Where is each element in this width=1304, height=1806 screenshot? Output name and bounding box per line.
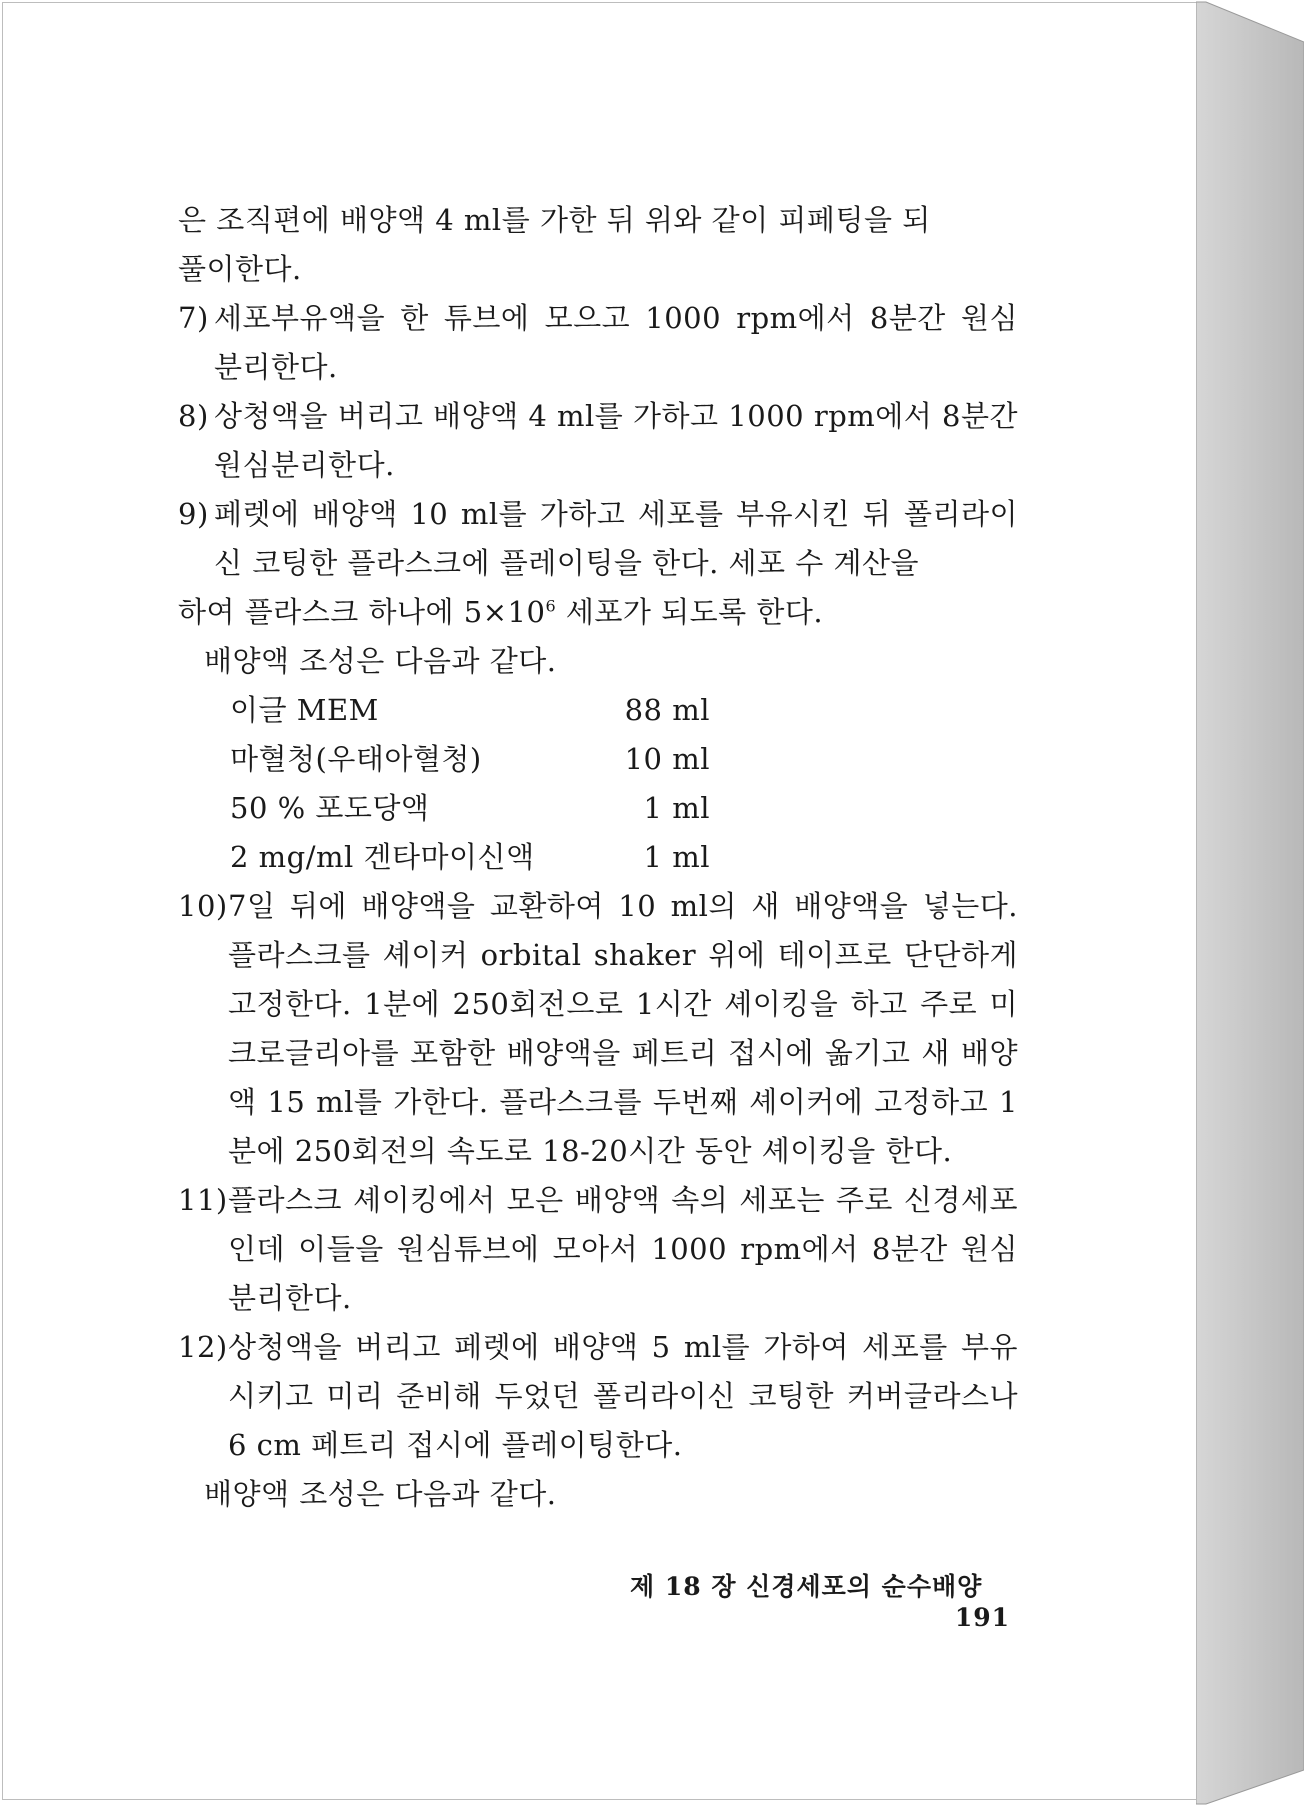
medium-note: 배양액 조성은 다음과 같다.: [204, 1477, 557, 1511]
step-12: [178, 1323, 1018, 1470]
step-number: 11): [178, 1183, 228, 1217]
book-spine: [1196, 0, 1304, 1806]
ingredient-amount: 10 ml: [624, 742, 710, 776]
step-9: [178, 490, 1018, 588]
intro-line-1: 은 조직편에 배양액 4 ml를 가한 뒤 위와 같이 피페팅을 되: [178, 203, 931, 237]
step-text: 상청액을 버리고 배양액 4 ml를 가하고 1000 rpm에서 8분간 원심분리한다.: [214, 399, 1018, 482]
step-10: [178, 882, 1018, 1176]
step-text: 상청액을 버리고 페렛에 배양액 5 ml를 가하여 세포를 부유시키고 미리 준비해 두었던 폴리라이신 코팅한 커버글라스나 6 cm 페트리 접시에 플레이팅한다.: [228, 1330, 1018, 1462]
ingredient-name: 마혈청(우태아혈청): [230, 742, 482, 776]
exponent: 6: [545, 596, 557, 616]
step-8: [178, 392, 1018, 490]
step-text-c: 세포가 되도록 한다.: [556, 595, 824, 629]
step-7: [178, 294, 1018, 392]
step-text: 세포부유액을 한 튜브에 모으고 1000 rpm에서 8분간 원심 분리한다.: [214, 301, 1018, 384]
step-text-b: 하여 플라스크 하나에 5×10: [178, 595, 546, 629]
ingredient-amount: 1 ml: [643, 840, 710, 874]
recipe-row: [230, 686, 710, 735]
step-11: [178, 1176, 1018, 1323]
intro-line-2: 풀이한다.: [178, 252, 302, 286]
page-body: [178, 196, 1018, 1519]
recipe-row: [230, 833, 710, 882]
ingredient-name: 이글 MEM: [230, 693, 379, 727]
recipe-row: [230, 735, 710, 784]
step-number: 9): [178, 497, 209, 531]
step-number: 8): [178, 399, 209, 433]
running-footer: [590, 1567, 1010, 1632]
step-number: 10): [178, 889, 228, 923]
recipe-row: [230, 784, 710, 833]
step-text-a: 페렛에 배양액 10 ml를 가하고 세포를 부유시킨 뒤 폴리라이신 코팅한 플라스크에 플레이팅을 한다. 세포 수 계산을: [214, 497, 1018, 580]
medium-recipe: [230, 686, 710, 882]
ingredient-name: 2 mg/ml 겐타마이신액: [230, 840, 535, 874]
step-text: 7일 뒤에 배양액을 교환하여 10 ml의 새 배양액을 넣는다. 플라스크를 셰이커 orbital shaker 위에 테이프로 단단하게 고정한다. 1분에 250회전으로 1시간 셰이킹을 하고 주로 미크로글리아를 포함한 배양액을 페트리 접시에 옮기고 새 배양액 15 ml를 가한다. 플라스크를 두번째 셰이커에 고정하고 1분에 250회전의 속도로 18-20시간 동안 셰이킹을 한다.: [228, 889, 1018, 1168]
chapter-title: 제 18 장 신경세포의 순수배양: [630, 1572, 983, 1601]
step-number: 12): [178, 1330, 228, 1364]
step-9-continued: [178, 588, 1018, 637]
step-text: [214, 490, 1018, 588]
ingredient-amount: 1 ml: [643, 791, 710, 825]
step-number: 7): [178, 301, 209, 335]
ingredient-name: 50 % 포도당액: [230, 791, 430, 825]
step-text: 플라스크 셰이킹에서 모은 배양액 속의 세포는 주로 신경세포인데 이들을 원심튜브에 모아서 1000 rpm에서 8분간 원심분리한다.: [228, 1183, 1018, 1315]
medium-note: 배양액 조성은 다음과 같다.: [204, 644, 557, 678]
ingredient-amount: 88 ml: [624, 693, 710, 727]
page-number: 191: [954, 1603, 1010, 1632]
